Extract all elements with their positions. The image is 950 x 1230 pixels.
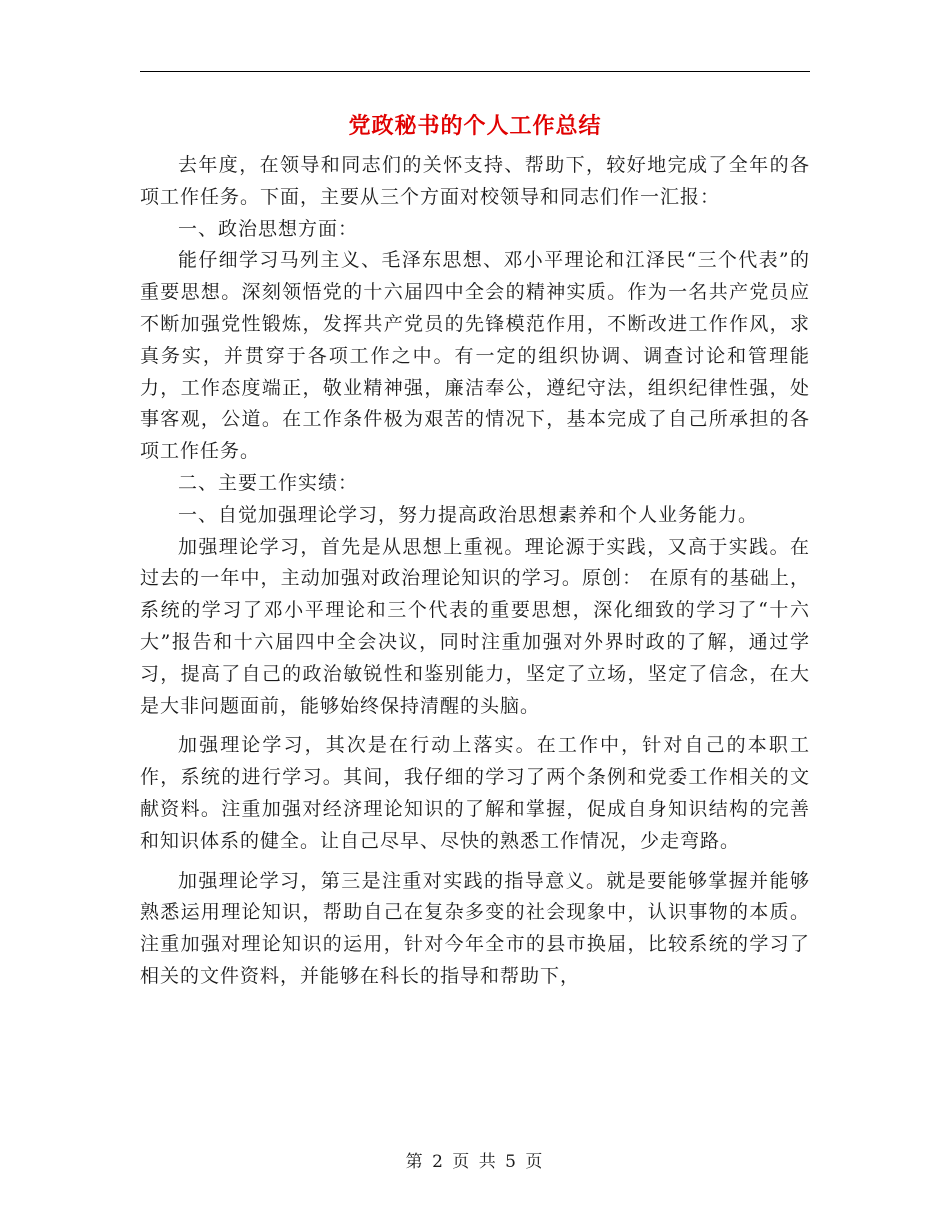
paragraph-theory-third: 加强理论学习，第三是注重对实践的指导意义。就是要能够掌握并能够熟悉运用理论知识，帮助自己在复杂多变的社会现象中，认识事物的本质。注重加强对理论知识的运用，针对今年全市的县市换届，比较系统的学习了相关的文件资料，并能够在科长的指导和帮助下， [140,869,810,987]
page-number-footer: 第 2 页 共 5 页 [405,1152,545,1172]
heading-work-achievements: 二、主要工作实绩： [178,471,359,494]
paragraph-intro: 去年度，在领导和同志们的关怀支持、帮助下，较好地完成了全年的各项工作任务。下面，主要从三个方面对校领导和同志们作一汇报： [140,154,810,208]
heading-political-thought: 一、政治思想方面： [178,217,359,240]
document-body [140,150,810,993]
subheading-theory-study: 一、自觉加强理论学习，努力提高政治思想素养和个人业务能力。 [178,503,759,526]
document-title: 党政秘书的个人工作总结 [348,113,602,139]
header-rule [140,71,810,72]
paragraph-political-thought: 能仔细学习马列主义、毛泽东思想、邓小平理论和江泽民“三个代表”的重要思想。深刻领悟党的十六届四中全会的精神实质。作为一名共产党员应不断加强党性锻炼，发挥共产党员的先锋模范作用，不断改进工作作风，求真务实，并贯穿于各项工作之中。有一定的组织协调、调查讨论和管理能力，工作态度端正，敬业精神强，廉洁奉公，遵纪守法，组织纪律性强，处事客观，公道。在工作条件极为艰苦的情况下，基本完成了自己所承担的各项工作任务。 [140,249,810,463]
paragraph-theory-second: 加强理论学习，其次是在行动上落实。在工作中，针对自己的本职工作，系统的进行学习。其间，我仔细的学习了两个条例和党委工作相关的文献资料。注重加强对经济理论知识的了解和掌握，促成自身知识结构的完善和知识体系的健全。让自己尽早、尽快的熟悉工作情况，少走弯路。 [140,734,810,852]
paragraph-theory-first: 加强理论学习，首先是从思想上重视。理论源于实践，又高于实践。在过去的一年中，主动加强对政治理论知识的学习。原创： 在原有的基础上，系统的学习了邓小平理论和三个代表的重要思想，深化细致的学习了“十六大”报告和十六届四中全会决议，同时注重加强对外界时政的了解，通过学习，提高了自己的政治敏锐性和鉴别能力，坚定了立场，坚定了信念，在大是大非问题面前，能够始终保持清醒的头脑。 [140,535,810,717]
